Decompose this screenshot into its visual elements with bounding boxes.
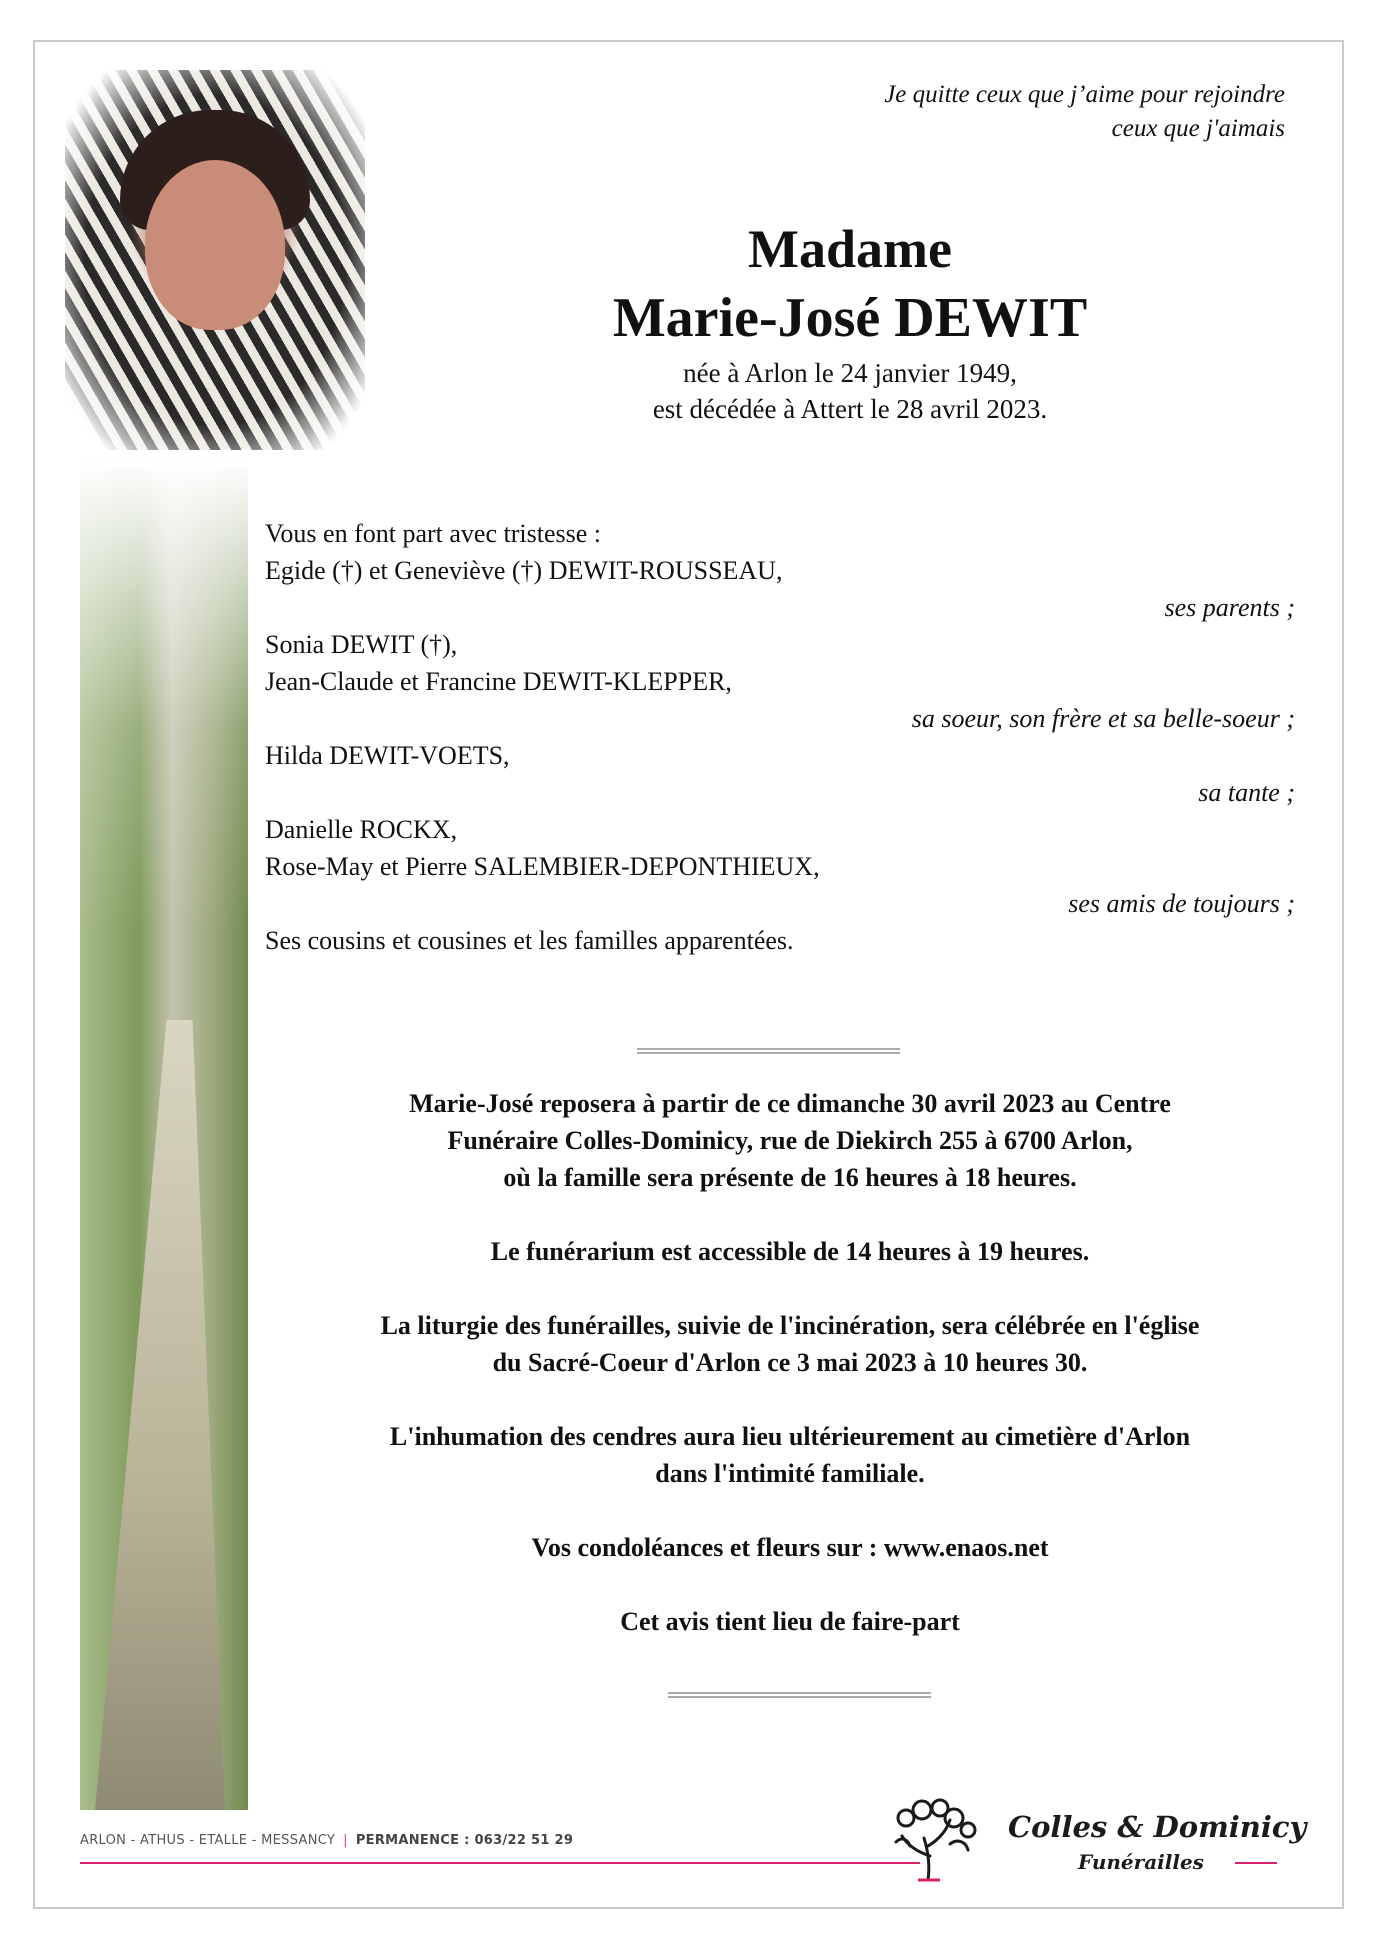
family-relation: sa soeur, son frère et sa belle-soeur ; <box>911 704 1295 733</box>
info-line: Marie-José reposera à partir de ce dimanche 30 avril 2023 au Centre <box>409 1089 1171 1118</box>
footer-accent-line-right <box>1235 1862 1277 1864</box>
forest-path <box>95 1020 225 1810</box>
honorific: Madame <box>748 219 952 279</box>
double-divider <box>637 1048 900 1054</box>
condolences-info: Vos condoléances et fleurs sur : www.enaos.net <box>531 1533 1049 1562</box>
double-divider <box>668 1692 931 1698</box>
deceased-name: Marie-José DEWIT <box>612 287 1088 349</box>
funerarium-hours: Le funérarium est accessible de 14 heures à 19 heures. <box>490 1237 1090 1266</box>
burial-info <box>265 1418 1315 1492</box>
info-line: du Sacré-Coeur d'Arlon ce 3 mai 2023 à 10 heures 30. <box>492 1348 1088 1377</box>
birth-death-dates <box>500 355 1200 427</box>
family-relation: ses parents ; <box>1164 593 1295 622</box>
footer-locations <box>80 1833 573 1848</box>
info-line: où la famille sera présente de 16 heures à 18 heures. <box>503 1163 1077 1192</box>
family-relation: ses amis de toujours ; <box>1068 889 1295 918</box>
info-line: dans l'intimité familiale. <box>655 1459 925 1488</box>
quote-line: ceux que j'aimais <box>1111 115 1285 142</box>
info-line: La liturgie des funérailles, suivie de l'incinération, sera célébrée en l'église <box>380 1311 1200 1340</box>
permanence-phone: PERMANENCE : 063/22 51 29 <box>355 1833 574 1848</box>
epitaph-quote <box>685 78 1285 146</box>
notice-statement: Cet avis tient lieu de faire-part <box>620 1607 960 1636</box>
family-line: Egide (†) et Geneviève (†) DEWIT-ROUSSEAU, <box>265 556 783 585</box>
wake-info <box>265 1085 1315 1196</box>
locations-text: ARLON - ATHUS - ETALLE - MESSANCY <box>80 1833 336 1848</box>
info-line: L'inhumation des cendres aura lieu ultérieurement au cimetière d'Arlon <box>389 1422 1191 1451</box>
family-intro: Vous en font part avec tristesse : <box>265 519 601 548</box>
info-line: Funéraire Colles-Dominicy, rue de Diekirch 255 à 6700 Arlon, <box>447 1126 1133 1155</box>
family-relation: sa tante ; <box>1198 778 1295 807</box>
family-line: Danielle ROCKX, <box>265 815 458 844</box>
family-line: Sonia DEWIT (†), <box>265 630 458 659</box>
liturgy-info <box>265 1307 1315 1381</box>
footer-separator: | <box>343 1833 348 1848</box>
family-line: Hilda DEWIT-VOETS, <box>265 741 510 770</box>
death-line: est décédée à Attert le 28 avril 2023. <box>652 394 1048 424</box>
family-announcement <box>265 515 1295 959</box>
family-line: Ses cousins et cousines et les familles apparentées. <box>265 926 794 955</box>
portrait-photo <box>65 70 365 450</box>
family-line: Rose-May et Pierre SALEMBIER-DEPONTHIEUX, <box>265 852 820 881</box>
brand-subtitle: Funérailles <box>1078 1850 1204 1874</box>
family-line: Jean-Claude et Francine DEWIT-KLEPPER, <box>265 667 732 696</box>
brand-name: Colles & Dominicy <box>1008 1810 1307 1844</box>
birth-line: née à Arlon le 24 janvier 1949, <box>683 358 1017 388</box>
forest-path-image <box>80 460 248 1810</box>
tree-logo-icon <box>888 1796 988 1884</box>
portrait-face <box>145 160 285 330</box>
footer-accent-line <box>80 1862 920 1864</box>
quote-line: Je quitte ceux que j’aime pour rejoindre <box>884 81 1285 108</box>
